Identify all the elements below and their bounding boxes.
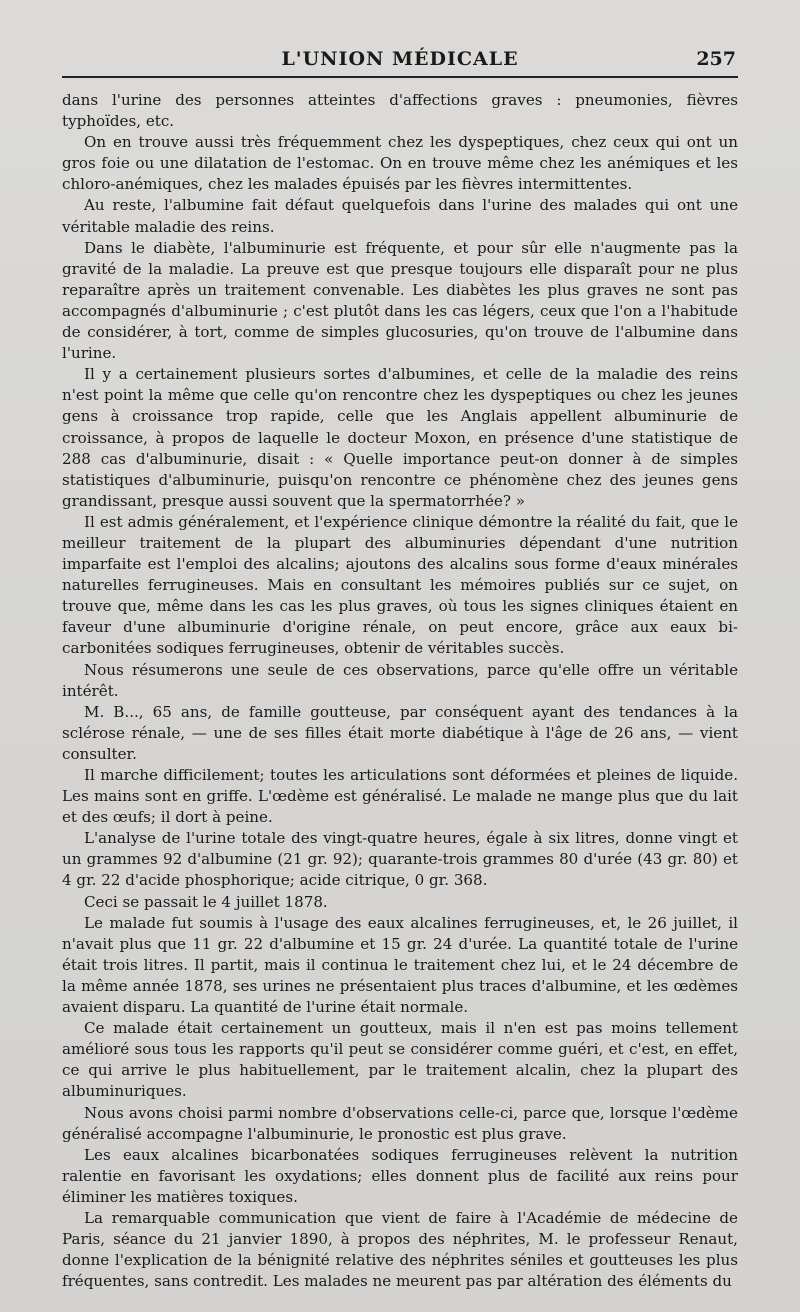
paragraph: Nous avons choisi parmi nombre d'observations celle-ci, parce que, lorsque l'œdème généralisé accompagne l'albuminurie, le pronostic est plus grave. xyxy=(62,1103,738,1143)
paragraph: Le malade fut soumis à l'usage des eaux alcalines ferrugineuses, et, le 26 juillet, il n'avait plus que 11 gr. 22 d'albumine et 15 gr. 24 d'urée. La quantité totale de l'urine était trois litres. Il partit, mais il continua le traitement chez lui, et le 24 décembre de la même année 1878, ses urines ne présentaient plus traces d'albumine, et les œdèmes avaient disparu. La quantité de l'urine était normale. xyxy=(62,913,738,1017)
paragraph: Nous résumerons une seule de ces observations, parce qu'elle offre un véritable intérêt. xyxy=(62,660,738,700)
paragraph: Dans le diabète, l'albuminurie est fréquente, et pour sûr elle n'augmente pas la gravité de la maladie. La preuve est que presque toujours elle disparaît pour ne plus reparaître après un traitement convenable. Les diabètes les plus graves ne sont pas accompagnés d'albuminurie ; c'est plutôt dans les cas légers, ceux que l'on a l'habitude de considérer, à tort, comme de simples glucosuries, qu'on trouve de l'albumine dans l'urine. xyxy=(62,238,738,363)
header-rule xyxy=(62,76,738,78)
paragraph: Ceci se passait le 4 juillet 1878. xyxy=(84,892,328,911)
paragraph: Il marche difficilement; toutes les articulations sont déformées et pleines de liquide. Les mains sont en griffe. L'œdème est généralisé. Le malade ne mange plus que du lait et des œufs; il dort à peine. xyxy=(62,766,738,827)
page-number: 257 xyxy=(696,48,736,70)
running-title: L'UNION MÉDICALE xyxy=(281,48,519,70)
paragraph: L'analyse de l'urine totale des vingt-quatre heures, égale à six litres, donne vingt et un grammes 92 d'albumine (21 gr. 92); quarante-trois grammes 80 d'urée (43 gr. 80) et 4 gr. 22 d'acide phosphorique; acide citrique, 0 gr. 368. xyxy=(62,829,738,890)
page-header xyxy=(62,44,738,72)
paragraph: M. B..., 65 ans, de famille goutteuse, par conséquent ayant des tendances à la sclérose rénale, — une de ses filles était morte diabétique à l'âge de 26 ans, — vient consulter. xyxy=(62,702,738,763)
paragraph: Ce malade était certainement un goutteux, mais il n'en est pas moins tellement amélioré sous tous les rapports qu'il peut se considérer comme guéri, et c'est, en effet, ce qui arrive le plus habituellement, par le traitement alcalin, chez la plupart des albuminuriques. xyxy=(62,1019,738,1101)
paragraph: Les eaux alcalines bicarbonatées sodiques ferrugineuses relèvent la nutrition ralentie en favorisant les oxydations; elles donnent plus de facilité aux reins pour éliminer les matières toxiques. xyxy=(62,1145,738,1206)
paragraph: Au reste, l'albumine fait défaut quelquefois dans l'urine des malades qui ont une véritable maladie des reins. xyxy=(62,196,738,236)
paragraph: On en trouve aussi très fréquemment chez les dyspeptiques, chez ceux qui ont un gros foie ou une dilatation de l'estomac. On en trouve même chez les anémiques et les chloro-anémiques, chez les malades épuisés par les fièvres intermittentes. xyxy=(62,133,738,194)
paragraph: Il y a certainement plusieurs sortes d'albumines, et celle de la maladie des reins n'est point la même que celle qu'on rencontre chez les dyspeptiques ou chez les jeunes gens à croissance trop rapide, celle que les Anglais appellent albuminurie de croissance, à propos de laquelle le docteur Moxon, en présence d'une statistique de 288 cas d'albuminurie, disait : « Quelle importance peut-on donner à de simples statistiques d'albuminurie, puisqu'on rencontre ce phénomène chez des jeunes gens grandissant, presque aussi souvent que la spermatorrhée? » xyxy=(62,365,738,510)
paragraph: La remarquable communication que vient de faire à l'Académie de médecine de Paris, séance du 21 janvier 1890, à propos des néphrites, M. le professeur Renaut, donne l'explication de la bénignité relative des néphrites séniles et goutteuses les plus fréquentes, sans contredit. Les malades ne meurent pas par altération des éléments du xyxy=(62,1208,738,1291)
paragraph: dans l'urine des personnes atteintes d'affections graves : pneumonies, fièvres typhoïdes, etc. xyxy=(62,91,738,131)
body-text xyxy=(62,90,738,1292)
paragraph: Il est admis généralement, et l'expérience clinique démontre la réalité du fait, que le meilleur traitement de la plupart des albuminuries dépendant d'une nutrition imparfaite est l'emploi des alcalins; ajoutons des alcalins sous forme d'eaux minérales naturelles ferrugineuses. Mais en consultant les mémoires publiés sur ce sujet, on trouve que, même dans les cas les plus graves, où tous les signes cliniques étaient en faveur d'une albuminurie d'origine rénale, on peut encore, grâce aux eaux bi-carbonitées sodiques ferrugineuses, obtenir de véritables succès. xyxy=(62,512,738,658)
